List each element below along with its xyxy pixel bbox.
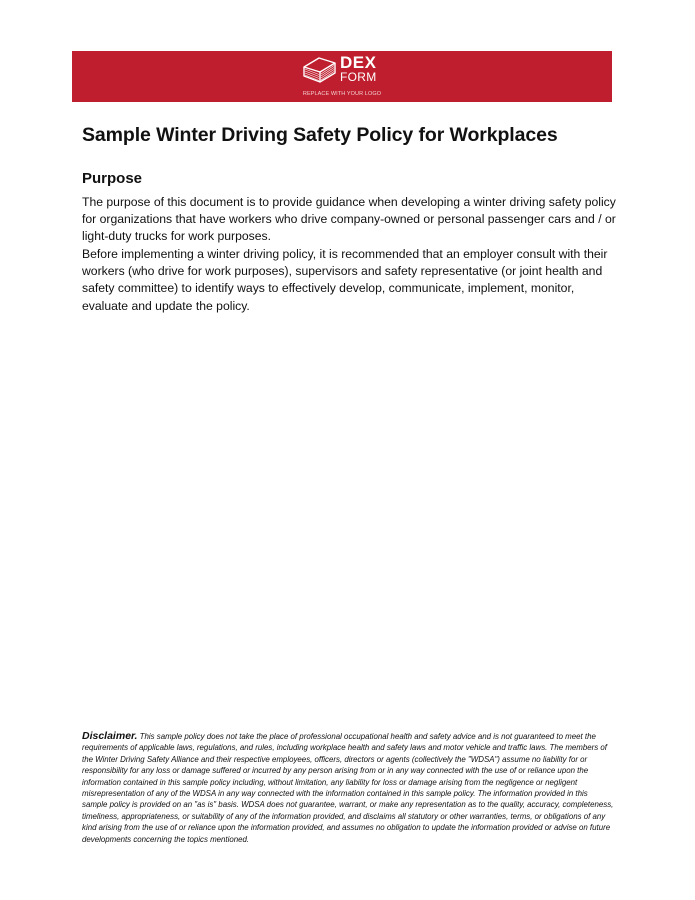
purpose-paragraph-2: Before implementing a winter driving policy, it is recommended that an employer consult with their workers (who drive for work purposes), supervisors and safety representative (or joint health and safety committee) to identify ways to effectively develop, communicate, implement, monitor, evaluate and update the policy.	[82, 247, 608, 313]
logo-text-dex: DEX	[340, 53, 377, 72]
logo-banner	[72, 51, 612, 102]
section-heading-purpose: Purpose	[82, 170, 143, 187]
disclaimer-label: Disclaimer.	[82, 730, 138, 742]
document-title: Sample Winter Driving Safety Policy for Workplaces	[82, 124, 558, 146]
paper-stack-icon	[302, 54, 338, 84]
logo-wordmark	[340, 54, 377, 83]
logo-tagline: REPLACE WITH YOUR LOGO	[302, 91, 382, 97]
disclaimer	[82, 731, 614, 845]
disclaimer-text: This sample policy does not take the place of professional occupational health and safety advice and is not guaranteed to meet the requirements of applicable laws, regulations, and rules, including workplace health and safety laws and motor vehicle and traffic laws. The members of the Winter Driving Safety Alliance and their respective employees, officers, directors or agents (collectively the "WDSA") assume no liability for or responsibility for any loss or damage suffered or incurred by any person arising from or in any way connected with the use of or reliance upon the information contained in this sample policy including, without limitation, any liability for loss or damage arising from the negligence or negligent misrepresentation of any of the WDSA in any way connected with the information contained in this sample policy. The information provided in this sample policy is provided on an "as is" basis. WDSA does not guarantee, warrant, or make any representation as to the quality, accuracy, completeness, timeliness, appropriateness, or suitability of any of the information provided, and disclaims all statutory or other warranties, terms, or obligations of any kind arising from the use of or reliance upon the information provided, and assumes no obligation to update the information provided or advise on future developments concerning the topics mentioned.	[82, 732, 614, 844]
logo	[302, 54, 382, 88]
purpose-paragraph-1: The purpose of this document is to provide guidance when developing a winter driving safety policy for organizations that have workers who drive company-owned or personal passenger cars and / or light-duty trucks for work purposes.	[82, 195, 616, 244]
logo-text-form: FORM	[340, 70, 377, 84]
